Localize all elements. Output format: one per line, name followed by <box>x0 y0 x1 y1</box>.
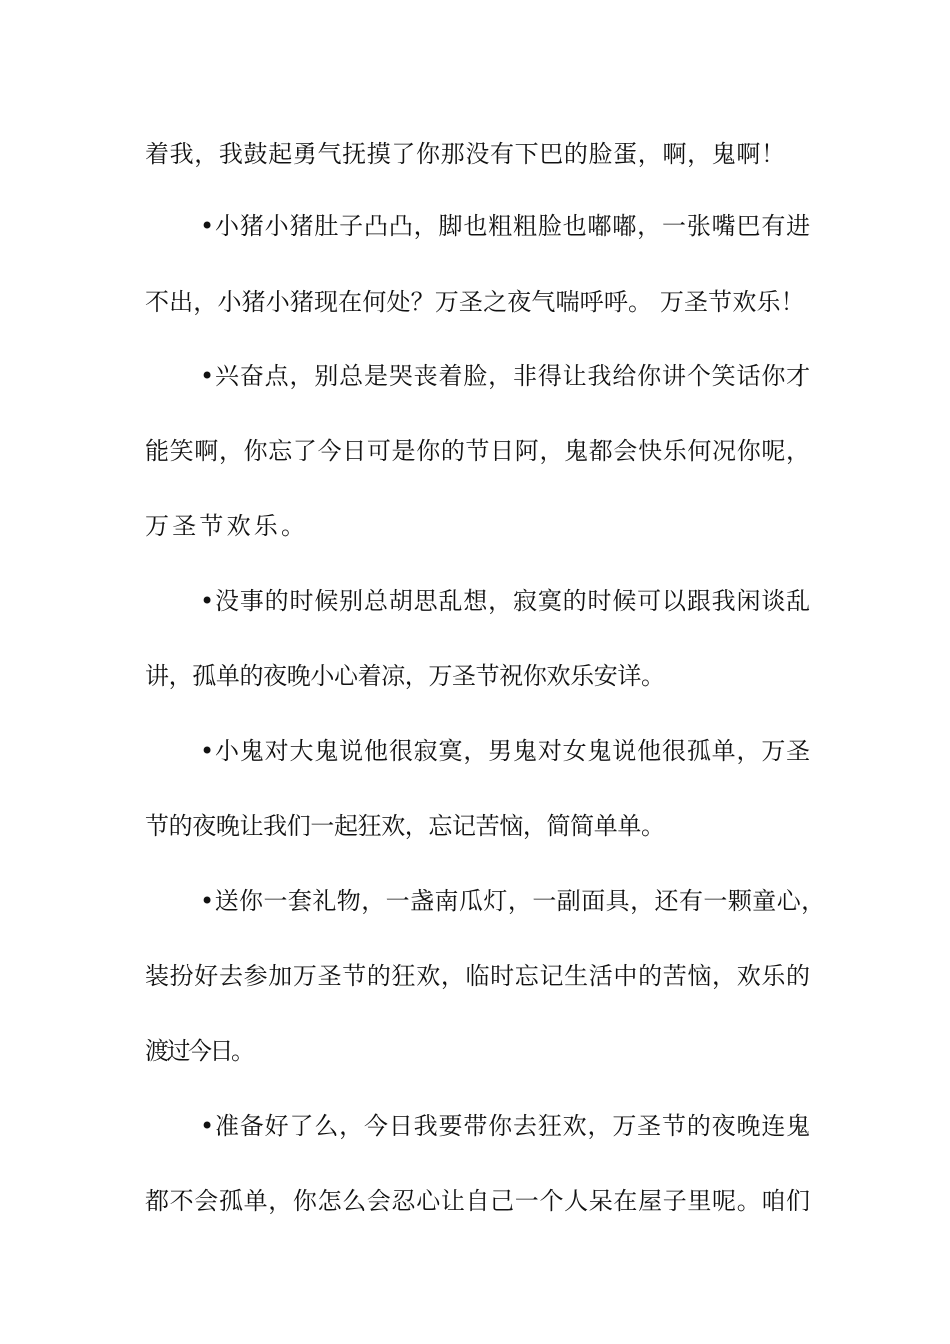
bullet-line: •小鬼对大鬼说他很寂寞，男鬼对女鬼说他很孤单，万圣 <box>200 737 811 765</box>
text-line: 渡过今日。 <box>145 1037 253 1065</box>
bullet-line: •兴奋点，别总是哭丧着脸，非得让我给你讲个笑话你才 <box>200 362 811 390</box>
bullet-line: •没事的时候别总胡思乱想，寂寞的时候可以跟我闲谈乱 <box>200 587 811 615</box>
text-line: 着我，我鼓起勇气抚摸了你那没有下巴的脸蛋，啊，鬼啊！ <box>145 140 786 168</box>
bullet-line: •准备好了么，今日我要带你去狂欢，万圣节的夜晚连鬼 <box>200 1112 811 1140</box>
text-line: 节的夜晚让我们一起狂欢，忘记苦恼，简简单单。 <box>145 812 665 840</box>
text-line: 万圣节欢乐。 <box>145 512 309 540</box>
text-line: 不出，小猪小猪现在何处？万圣之夜气喘呼呼。 万圣节欢乐！ <box>145 288 805 316</box>
text-line: 都不会孤单，你怎么会忍心让自己一个人呆在屋子里呢。咱们 <box>145 1187 811 1215</box>
text-line: 装扮好去参加万圣节的狂欢，临时忘记生活中的苦恼，欢乐的 <box>145 962 811 990</box>
text-line: 能笑啊，你忘了今日可是你的节日阿，鬼都会快乐何况你呢， <box>145 437 811 465</box>
text-line: 讲，孤单的夜晚小心着凉，万圣节祝你欢乐安详。 <box>145 662 665 690</box>
bullet-line: •送你一套礼物，一盏南瓜灯，一副面具，还有一颗童心， <box>200 887 826 915</box>
bullet-line: •小猪小猪肚子凸凸，脚也粗粗脸也嘟嘟，一张嘴巴有进 <box>200 212 811 240</box>
